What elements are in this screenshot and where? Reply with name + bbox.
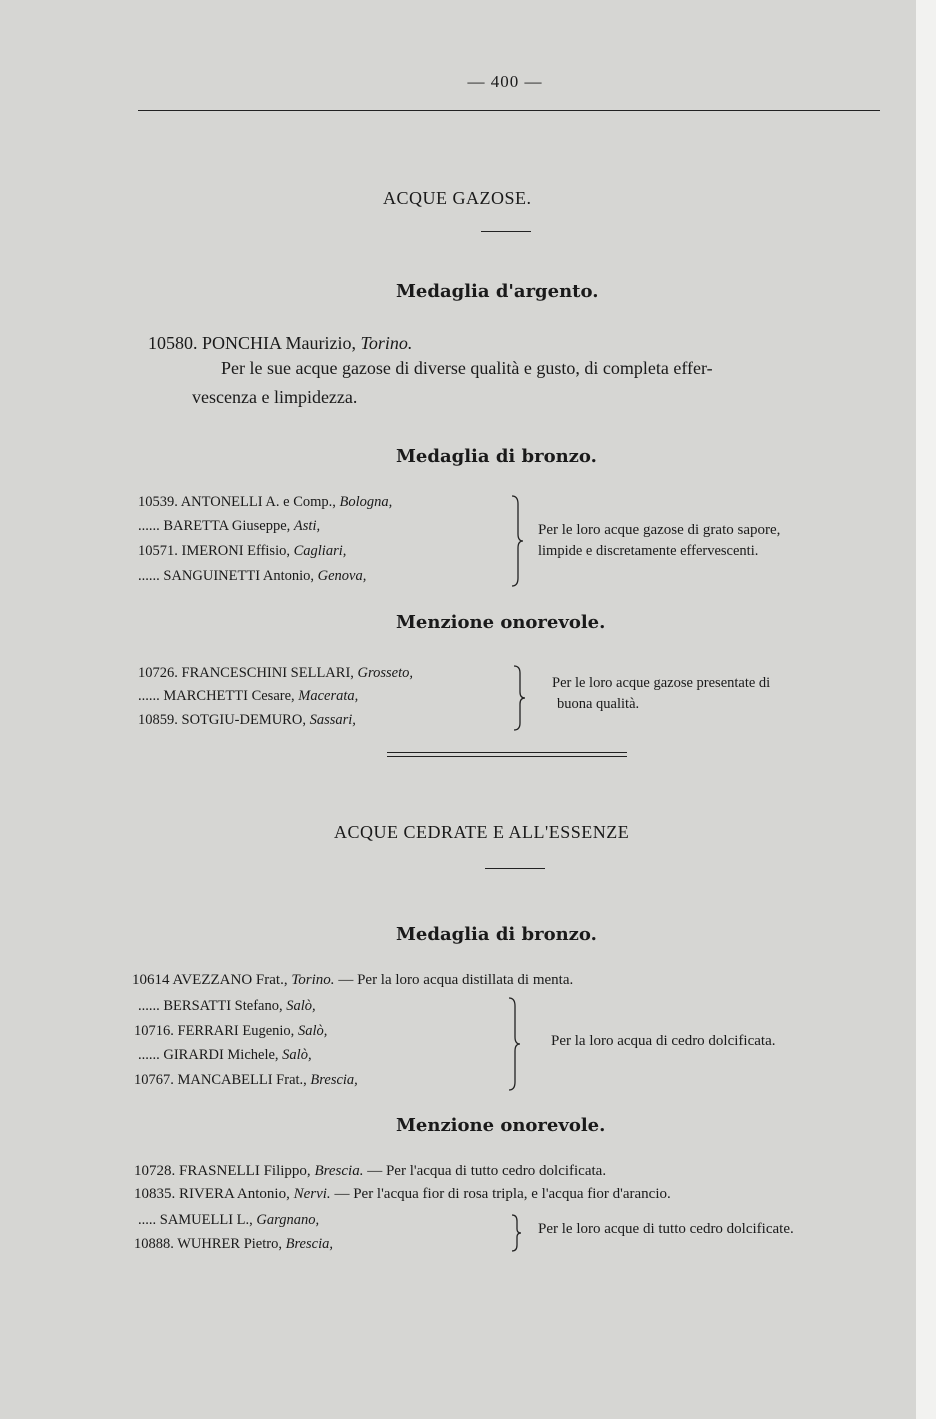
entry-place: Asti, [293,518,321,534]
section-title-acque-gazose: ACQUE GAZOSE. [383,188,532,208]
entry-row [138,518,320,535]
entry-number: ...... [138,688,160,704]
motivation-line: limpide e discretamente effervescenti. [538,543,759,559]
entry-row [138,1212,319,1229]
entry-place: Cagliari, [293,543,347,559]
grouping-brace [503,996,523,1092]
entry-row [134,1163,606,1180]
entry-number: ...... [138,1047,160,1063]
entry-number: 10539. [138,494,178,510]
entry-number: ..... [138,1212,157,1228]
entry-name: GIRARDI Michele, [163,1047,279,1063]
entry-row [134,1186,671,1203]
entry-place: Gargnano, [256,1212,320,1228]
entry-name: AVEZZANO Frat., [172,972,288,988]
motivation-line: Per la loro acqua di cedro dolcificata. [551,1033,776,1049]
entry-place: Grosseto, [357,665,413,681]
entry-place: Salò, [286,998,316,1014]
entry-row [138,998,316,1015]
entry-name: SANGUINETTI Antonio, [163,568,315,584]
entry-number: 10888. [134,1236,174,1252]
entry-place: Macerata, [298,688,359,704]
entry-number: 10728. [134,1163,176,1179]
motivation-line: buona qualità. [557,696,640,712]
entry-row [138,712,356,729]
entry-place: Brescia. [314,1163,364,1179]
entry-number: 10580. [148,333,198,353]
section-divider [387,752,627,757]
entry-row [148,333,412,354]
entry-number: ...... [138,518,160,534]
entry-place: Brescia, [285,1236,333,1252]
header-rule [138,110,880,111]
entry-row [138,688,358,705]
entry-row [138,494,392,511]
entry-name: FRASNELLI Filippo, [179,1163,311,1179]
entry-name: SAMUELLI L., [159,1212,253,1228]
entry-motivation: — Per la loro acqua distillata di menta. [338,972,574,988]
award-heading-silver: Medaglia d'argento. [396,281,599,302]
award-heading-mention: Menzione onorevole. [396,612,606,633]
entry-number: 10835. [134,1186,176,1202]
entry-row [134,1023,327,1040]
award-heading-bronze: Medaglia di bronzo. [396,446,597,467]
entry-place: Brescia, [310,1072,358,1088]
entry-place: Bologna, [339,494,393,510]
entry-name: MARCHETTI Cesare, [163,688,295,704]
entry-number: 10571. [138,543,178,559]
grouping-brace [506,494,526,588]
motivation-line: vescenza e limpidezza. [192,387,358,407]
entry-name: WUHRER Pietro, [177,1236,282,1252]
entry-row [138,665,413,682]
entry-place: Torino. [291,972,335,988]
grouping-brace [507,1213,523,1253]
entry-number: ...... [138,998,160,1014]
entry-number: 10767. [134,1072,174,1088]
entry-number: 10726. [138,665,178,681]
title-underline [485,868,545,869]
entry-number: 10859. [138,712,178,728]
entry-motivation: — Per l'acqua fior di rosa tripla, e l'acqua fior d'arancio. [334,1186,671,1202]
entry-place: Nervi. [293,1186,331,1202]
entry-place: Salò, [297,1023,328,1039]
motivation-line: Per le loro acque di tutto cedro dolcificate. [538,1221,794,1237]
entry-row [138,568,366,585]
entry-name: BERSATTI Stefano, [163,998,283,1014]
entry-name: MANCABELLI Frat., [177,1072,307,1088]
entry-name: RIVERA Antonio, [179,1186,290,1202]
grouping-brace [508,664,528,732]
page-number: — 400 — [467,72,543,91]
entry-name: ANTONELLI A. e Comp., [180,494,336,510]
entry-row [138,543,346,560]
entry-place: Salò, [282,1047,312,1063]
entry-name: SOTGIU-DEMURO, [181,712,306,728]
page-edge [916,0,936,1419]
motivation-line: Per le sue acque gazose di diverse qualità e gusto, di completa effer- [221,358,713,378]
entry-row [138,1047,312,1064]
entry-number: ...... [138,568,160,584]
entry-motivation: — Per l'acqua di tutto cedro dolcificata. [367,1163,607,1179]
section-title-acque-cedrate: ACQUE CEDRATE E ALL'ESSENZE [334,822,630,842]
entry-name: BARETTA Giuseppe, [163,518,291,534]
entry-row [134,1236,333,1253]
award-heading-mention: Menzione onorevole. [396,1115,606,1136]
entry-number: 10716. [134,1023,174,1039]
entry-number: 10614 [132,972,170,988]
award-heading-bronze: Medaglia di bronzo. [396,924,597,945]
entry-name: IMERONI Effisio, [181,543,290,559]
entry-row [134,1072,358,1089]
entry-name: FERRARI Eugenio, [177,1023,295,1039]
entry-name: PONCHIA Maurizio, [202,333,356,353]
entry-place: Sassari, [309,712,356,728]
title-underline [481,231,531,232]
entry-row [132,972,573,989]
motivation-line: Per le loro acque gazose presentate di [552,675,771,691]
entry-place: Torino. [360,333,413,353]
entry-place: Genova, [317,568,367,584]
entry-name: FRANCESCHINI SELLARI, [181,665,354,681]
motivation-line: Per le loro acque gazose di grato sapore, [538,522,781,538]
